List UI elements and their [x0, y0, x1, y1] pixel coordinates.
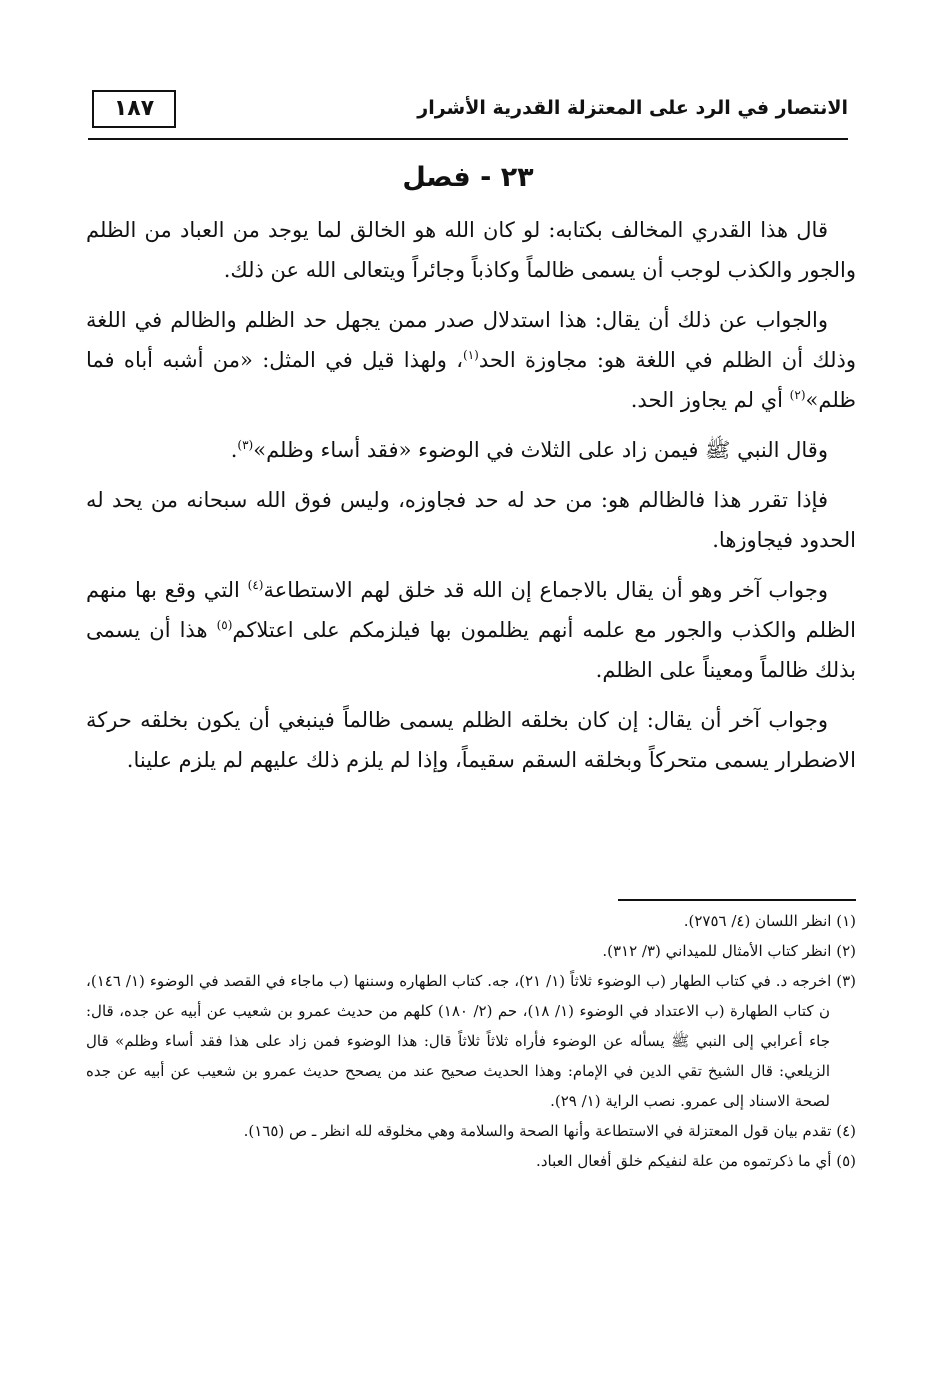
text-run: هذا أن يسمى بذلك ظالماً ومعيناً على الظلم. — [86, 618, 856, 682]
text-run: والجواب عن ذلك أن يقال: هذا استدلال صدر ممن يجهل حد الظلم والظالم في اللغة وذلك أن الظلم في اللغة هو: مجاوزة الحد — [86, 308, 857, 372]
footnote: (٢) انظر كتاب الأمثال للميداني (٣/ ٣١٢). — [602, 942, 856, 960]
text-run: ، ولهذا قيل في المثل: «من أشبه أباه فما ظلم» — [86, 348, 856, 412]
footnotes — [86, 906, 856, 1176]
text-run: وجواب آخر وهو أن يقال بالاجماع إن الله قد خلق لهم الاستطاعة — [263, 578, 829, 602]
footnote: (١) انظر اللسان (٤/ ٢٧٥٦). — [683, 912, 856, 930]
text-run: وجواب آخر أن يقال: إن كان بخلقه الظلم يسمى ظالماً فينبغي أن يكون بخلقه حركة الاضطرار يسمى متحركاً وبخلقه السقم سقيماً، وإذا لم يلزم ذلك عليهم لم يلزم علينا. — [86, 708, 856, 772]
footnote-ref: (١) — [463, 348, 479, 362]
text-run: أي لم يجاوز الحد. — [630, 388, 790, 412]
footnote: (٥) أي ما ذكرتموه من علة لنفيكم خلق أفعال العباد. — [536, 1152, 856, 1170]
footnote-ref: (٢) — [789, 388, 806, 402]
paragraph — [86, 210, 856, 290]
footnote-ref: (٤) — [247, 578, 264, 592]
paragraph — [86, 300, 856, 420]
text-run: وقال النبي ﷺ فيمن زاد على الثلاث في الوضوء «فقد أساء وظلم» — [253, 438, 828, 462]
footnote-separator — [618, 899, 856, 901]
text-run: التي وقع بها منهم الظلم والكذب والجور مع علمه أنهم يظلمون بها فيلزمكم على اعتلاكم — [86, 578, 856, 642]
main-text — [86, 210, 856, 790]
running-title: الانتصار في الرد على المعتزلة القدرية الأشرار — [417, 97, 848, 119]
paragraph — [86, 430, 856, 470]
footnote: (٣) اخرجه د. في كتاب الطهار (ب الوضوء ثلاثاً (١/ ٢١)، جه. كتاب الطهاره وسننها (ب ماجاء في القصد في الوضوء (١/ ١٤٦)، ن كتاب الطهارة (ب الاعتداد في الوضوء (١/ ١٨)، حم (٢/ ١٨٠) كلهم من حديث عمرو بن شعيب عن أبيه عن جده، قال: جاء أعرابي إلى النبي ﷺ يسأله عن الوضوء فأراه ثلاثاً ثلاثاً قال: هذا الوضوء فمن زاد على هذا فقد أساء وظلم» قال الزيلعي: قال الشيخ تقي الدين في الإمام: وهذا الحديث صحيح عند من يصحح حديث عمرو بن شعيب عن أبيه عن جده لصحة الاسناد إلى عمرو. نصب الراية (١/ ٢٩). — [86, 972, 857, 1110]
footnote-ref: (٣) — [237, 438, 254, 452]
text-run: قال هذا القدري المخالف بكتابه: لو كان الله هو الخالق لما يوجد من العباد من الظلم والجور والكذب لوجب أن يسمى ظالماً وكاذباً وجائراً ويتعالى الله عن ذلك. — [86, 218, 856, 282]
paragraph — [86, 570, 856, 690]
chapter-title: ٢٣ - فصل — [402, 162, 534, 193]
page-number: ١٨٧ — [92, 90, 176, 128]
text-run: . — [230, 438, 238, 462]
paragraph — [86, 480, 856, 560]
header-rule — [88, 138, 848, 140]
footnote-ref: (٥) — [216, 618, 233, 632]
footnote: (٤) تقدم بيان قول المعتزلة في الاستطاعة وأنها الصحة والسلامة وهي مخلوقه لله انظر ـ ص (١٦٥). — [243, 1122, 856, 1140]
text-run: فإذا تقرر هذا فالظالم هو: من حد له حد فجاوزه، وليس فوق الله سبحانه من يحد له الحدود فيجاوزها. — [86, 488, 856, 552]
paragraph — [86, 700, 856, 780]
